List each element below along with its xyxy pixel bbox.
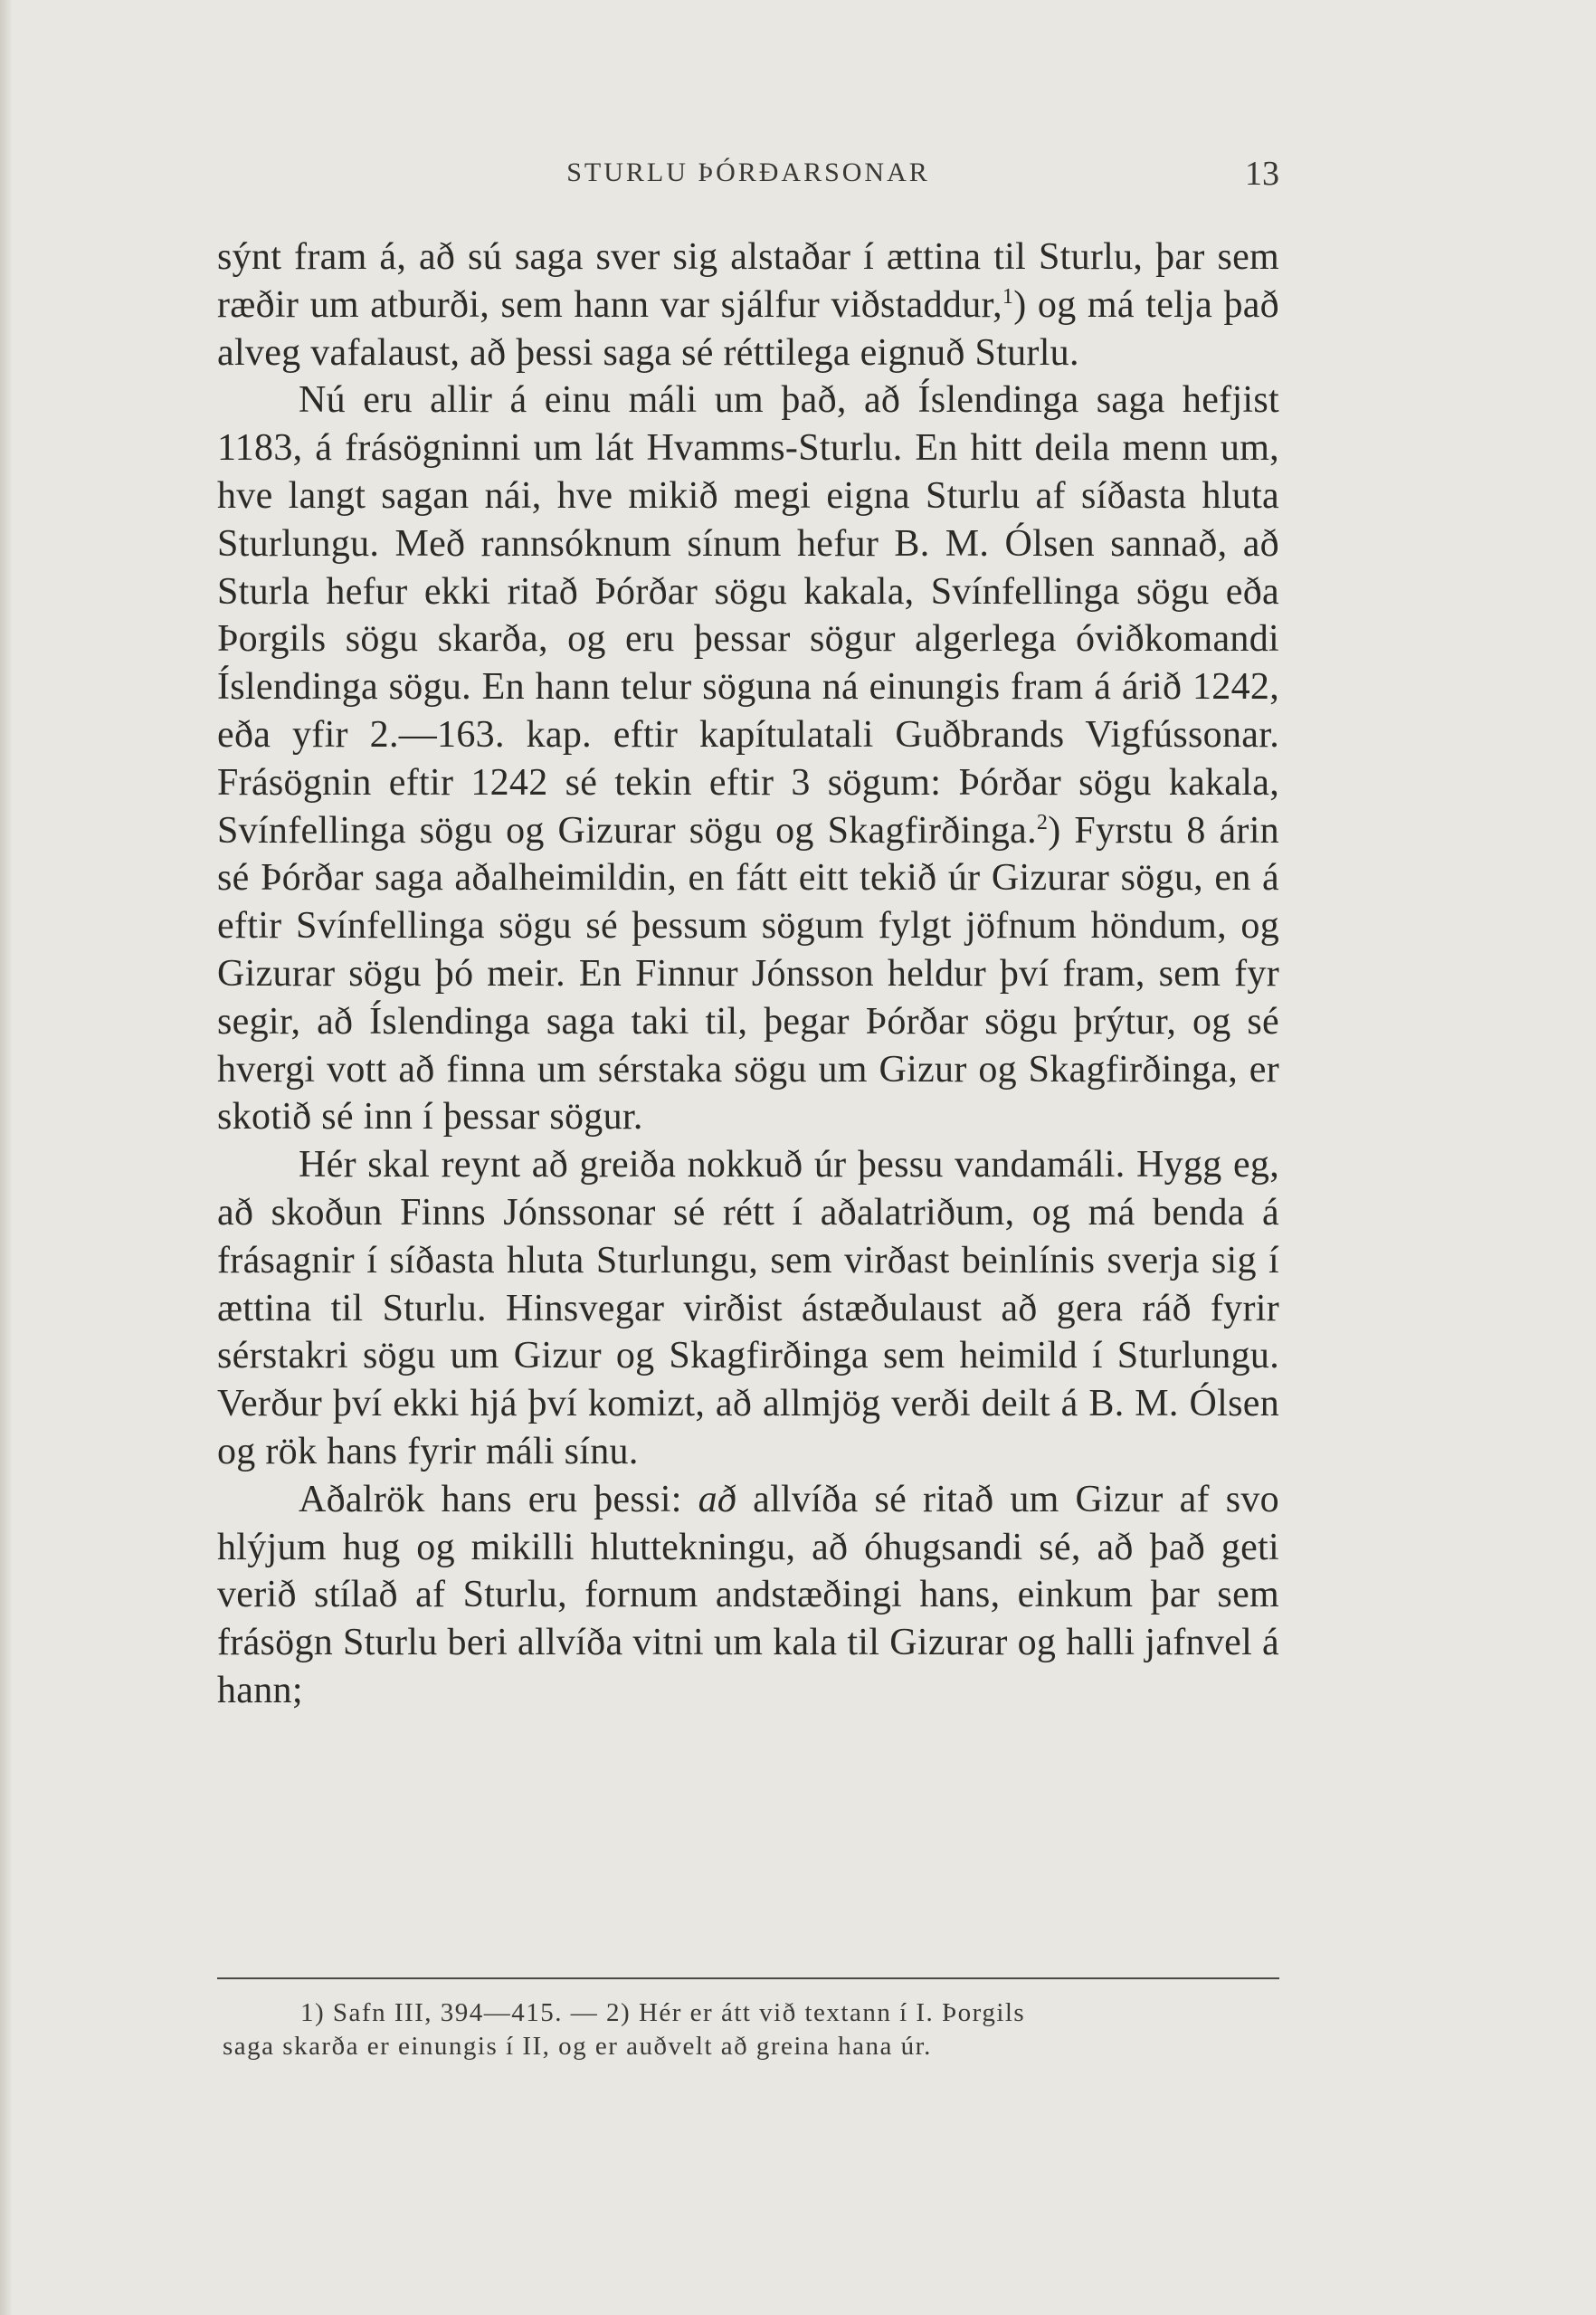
footnote-ref-2: 2 [1036, 810, 1049, 834]
paragraph-1-end: ) og má telja það alveg vafalaust, að þessi saga sé réttilega eignuð Sturlu. [217, 283, 1279, 374]
paragraph-4-italic: að [698, 1478, 737, 1520]
footnote-rule [217, 1977, 1279, 1979]
paragraph-1-text: sýnt fram á, að sú saga sver sig alstaðar í ættina til Sturlu, þar sem ræðir um atburði, sem hann var sjálfur viðstaddur, [217, 236, 1279, 326]
running-title: STURLU ÞÓRÐARSONAR [566, 157, 930, 187]
page-header [217, 154, 1279, 208]
footnotes [217, 1996, 1279, 2063]
paragraph-2-text: Nú eru allir á einu máli um það, að Íslendinga saga hefjist 1183, á frásögninni um lát Hvamms-Sturlu. En hitt deila menn um, hve langt sagan nái, hve mikið megi eigna Sturlu af síðasta hluta Sturlungu. Með rannsóknum sínum hefur B. M. Ólsen sannað, að Sturla hefur ekki ritað Þórðar sögu kakala, Svínfellinga sögu eða Þorgils sögu skarða, og eru þessar sögur algerlega óviðkomandi Íslendinga sögu. En hann telur söguna ná einungis fram á árið 1242, eða yfir 2.—163. kap. eftir kapítulatali Guðbrands Vigfússonar. Frásögnin eftir 1242 sé tekin eftir 3 sögum: Þórðar sögu kakala, Svínfellinga sögu og Gizurar sögu og Skagfirðinga. [217, 379, 1279, 852]
page-edge [0, 0, 11, 2315]
page-number: 13 [1245, 155, 1279, 193]
paragraph-1 [217, 233, 1279, 376]
paragraph-3: Hér skal reynt að greiða nokkuð úr þessu vandamáli. Hygg eg, að skoðun Finns Jónssonar sé rétt í aðalatriðum, og má benda á frásagnir í síðasta hluta Sturlungu, sem virðast beinlínis sverja sig í ættina til Sturlu. Hinsvegar virðist ástæðulaust að gera ráð fyrir sérstakri sögu um Gizur og Skagfirðinga sem heimild í Sturlungu. Verður því ekki hjá því komizt, að allmjög verði deilt á B. M. Ólsen og rök hans fyrir máli sínu. [217, 1144, 1279, 1472]
paragraph-4-end: allvíða sé ritað um Gizur af svo hlýjum hug og mikilli hluttekningu, að óhugsandi sé, að það geti verið stílað af Sturlu, fornum andstæðingi hans, einkum þar sem frásögn Sturlu beri allvíða vitni um kala til Gizurar og halli jafnvel á hann; [217, 1478, 1279, 1711]
footnote-ref-1: 1 [1002, 284, 1014, 309]
paragraph-2-end: ) Fyrstu 8 árin sé Þórðar saga aðalheimildin, en fátt eitt tekið úr Gizurar sögu, en á eftir Svínfellinga sögu sé þessum sögum fylgt jöfnum höndum, og Gizurar sögu þó meir. En Finnur Jónsson heldur því fram, sem fyr segir, að Íslendinga saga taki til, þegar Þórðar sögu þrýtur, og sé hvergi vott að finna um sérstaka sögu um Gizur og Skagfirðinga, er skotið sé inn í þessar sögur. [217, 809, 1279, 1138]
footnote-line-1: 1) Safn III, 394—415. — 2) Hér er átt við textann í I. Þorgils [300, 1998, 1026, 2027]
paragraph-2 [217, 376, 1279, 1141]
footnote-line-2: saga skarða er einungis í II, og er auðvelt að greina hana úr. [223, 2032, 932, 2061]
body-text [217, 233, 1279, 1715]
paragraph-4-start: Aðalrök hans eru þessi: [299, 1478, 698, 1520]
paragraph-4 [217, 1476, 1279, 1715]
